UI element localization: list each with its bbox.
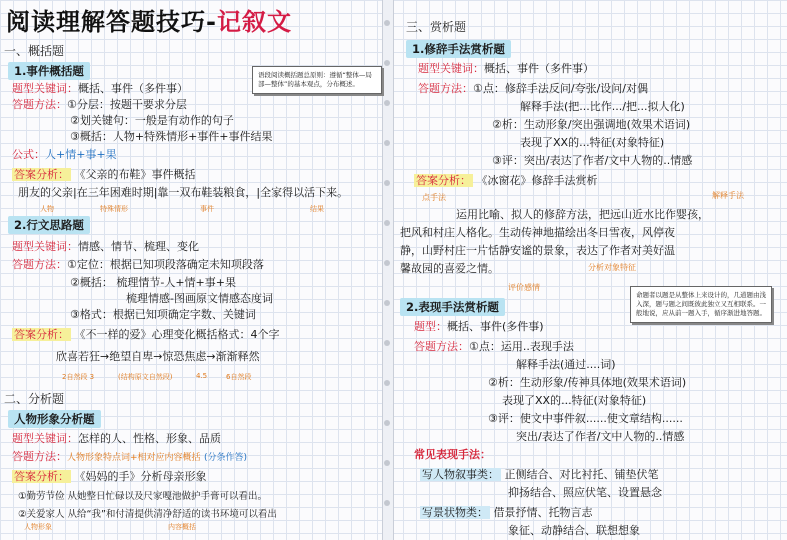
keywords2-row xyxy=(12,238,199,254)
method3-text: 人物形象特点词+相对应内容概括 xyxy=(67,453,201,463)
page-title xyxy=(6,2,292,37)
method2-step-2b: 梳理情感-图画原文情感态度词 xyxy=(126,292,273,305)
r2-step-1: ①点：运用..表现手法 xyxy=(469,340,574,353)
subsection-character: 人物形象分析题 xyxy=(8,410,101,428)
example1-tag-2: 特殊情形 xyxy=(100,205,128,213)
subsection-event-summary: 1.事件概括题 xyxy=(8,62,90,80)
subsection-expression: 2.表现手法赏析题 xyxy=(400,298,505,316)
r-method-step-3: ③评：突出/表达了作者/文中人物的..情感 xyxy=(492,154,693,167)
example2-title: 《不一样的爱》心理变化概括格式：4个字 xyxy=(74,328,280,341)
method2-row xyxy=(12,256,264,272)
example1-tag-4: 结果 xyxy=(310,205,324,213)
example2-header xyxy=(12,326,280,342)
example3-header xyxy=(12,468,207,484)
r-method-step-2b: 表现了XX的...特征(对象特征) xyxy=(520,136,665,149)
example2-chain: 欣喜若狂→绝望自卑→惊恐焦虑→渐渐释然 xyxy=(56,350,260,363)
r-keywords-row xyxy=(418,60,594,76)
c1-row xyxy=(420,466,659,482)
c2-label: 写景状物类： xyxy=(422,506,488,519)
r-example-line-1: 运用比喻、拟人的修辞方法，把远山近水比作婴孩， xyxy=(456,208,709,221)
method2-step-3: ③格式：根据已知项确定字数、关键词 xyxy=(70,308,256,321)
r-method-step-2: ②析：生动形象/突出强调地(效果术语词) xyxy=(492,118,691,131)
example1-title: 《父亲的布鞋》事件概括 xyxy=(74,168,196,181)
example3-tag-2: 内容概括 xyxy=(168,523,196,531)
r-example-line-4: 馨故园的喜爱之情。 xyxy=(400,262,499,275)
method-row xyxy=(12,96,187,112)
section-analysis: 二、分析题 xyxy=(4,392,65,406)
r-example-line-2: 把风和村庄人格化。生动传神地描绘出冬日雪夜，风停夜 xyxy=(400,226,675,239)
r-method-step-1: ①点：修辞手法反问/夸张/设问/对偶 xyxy=(473,82,648,95)
r2-step-2: ②析：生动形象/传神具体地(效果术语词) xyxy=(488,376,687,389)
r2-step-3b: 突出/表达了作者/文中人物的..情感 xyxy=(516,430,685,443)
r2-type-text: 概括、事件(多件事) xyxy=(447,320,544,333)
r2-type-row xyxy=(414,318,544,334)
r-example-header xyxy=(414,172,598,188)
formula-text: 人+情+事+果 xyxy=(45,148,117,161)
c1-line-2: 抑扬结合、照应伏笔、设置悬念 xyxy=(508,486,662,499)
example2-tag-2: (结构原文自然段) xyxy=(118,373,173,381)
method2-step-1: ①定位：根据已知项段落确定未知项段落 xyxy=(67,258,264,271)
example2-tag-4: 6自然段 xyxy=(226,373,252,381)
example3-tag-1: 人物形象 xyxy=(24,523,52,531)
method3-row xyxy=(12,448,247,464)
formula-row xyxy=(12,146,117,162)
right-page xyxy=(392,0,787,540)
example1-label: 答案分析： xyxy=(14,168,69,181)
example2-tag-3: 4.5 xyxy=(196,372,208,380)
section-summary: 一、概括题 xyxy=(4,44,65,58)
r-example-tag-evaluate: 评价感情 xyxy=(508,283,540,292)
method3-label: 答题方法： xyxy=(12,450,67,463)
r2-type-label: 题型： xyxy=(414,320,447,333)
r2-step-2b: 表现了XX的...特征(对象特征) xyxy=(502,394,647,407)
left-page xyxy=(0,0,382,540)
c1-label: 写人物叙事类： xyxy=(422,468,499,481)
r2-method-label: 答题方法： xyxy=(414,340,469,353)
keywords-row xyxy=(12,80,188,96)
formula-label: 公式： xyxy=(12,148,45,161)
r2-method-row xyxy=(414,338,574,354)
example2-label: 答案分析： xyxy=(14,328,69,341)
keywords3-label: 题型关键词： xyxy=(12,432,78,445)
method-step-3: ③概括：人物+特殊情形+事件+事件结果 xyxy=(70,130,273,143)
keywords-text: 概括、事件（多件事） xyxy=(78,82,188,95)
section-appreciation: 三、赏析题 xyxy=(406,20,467,34)
subsection-writing-path: 2.行文思路题 xyxy=(8,216,90,234)
example3-line-1: ①勤劳节俭 从她整日忙碌以及尺家嘎池做护手膏可以看出。 xyxy=(18,491,268,502)
example1-tag-1: 人物 xyxy=(40,205,54,213)
method-step-1: ①分层：按题干要求分层 xyxy=(67,98,187,111)
example3-label: 答案分析： xyxy=(14,470,69,483)
keywords3-text: 怎样的人、性格、形象、品质 xyxy=(78,432,221,445)
example3-line-2: ②关爱家人 从给“我”和付清提供清净舒适的读书环境可以看出 xyxy=(18,509,277,520)
r-example-tag-point: 点手法 xyxy=(422,193,446,202)
c2-line-1: 借景抒情、托物言志 xyxy=(493,506,593,519)
keywords-label: 题型关键词： xyxy=(12,82,78,95)
method-step-2: ②划关键句：一般是有动作的句子 xyxy=(70,114,234,127)
title-part2: 记叙文 xyxy=(216,8,292,36)
r-keywords-label: 题型关键词： xyxy=(418,62,484,75)
keywords3-row xyxy=(12,430,221,446)
r2-step-3: ③评：使文中事件叙......使文章结构...... xyxy=(488,412,683,425)
method2-label: 答题方法： xyxy=(12,258,67,271)
subsection-rhetoric: 1.修辞手法赏析题 xyxy=(406,40,511,58)
r-example-title: 《冰窗花》修辞手法赏析 xyxy=(476,174,598,187)
method2-step-2a: ②概括： 梳理情节-人+情+事+果 xyxy=(70,276,236,289)
r-example-tag-analysis: 分析对象特征 xyxy=(588,263,636,272)
c2-line-2: 象征、动静结合、联想想象 xyxy=(508,524,640,537)
r-method-step-1b: 解释手法(把...比作.../把...拟人化) xyxy=(520,100,685,113)
common-techniques-label: 常见表现手法： xyxy=(414,448,491,461)
keywords2-text: 情感、情节、梳理、变化 xyxy=(78,240,199,253)
note-principle: 语段阅读概括题总原则：遵循“整体—局部—整体”的基本观点，分布概述。 xyxy=(252,66,382,94)
example1-tag-3: 事件 xyxy=(200,205,214,213)
r-example-label: 答案分析： xyxy=(416,174,471,187)
note-strategy: 命题者以题是从整体上来设计的，几道题由浅入深，题与题之间既彼此独立又互相联系。一般地说，应从前一题入手，循序渐进地答题。 xyxy=(630,286,772,323)
example1-header xyxy=(12,166,196,182)
title-part1: 阅读理解答题技巧- xyxy=(6,8,217,36)
r2-step-1b: 解释手法(通过....词) xyxy=(516,358,616,371)
method-label: 答题方法： xyxy=(12,98,67,111)
r-example-tag-explain: 解释手法 xyxy=(712,191,744,200)
c2-row xyxy=(420,504,593,520)
keywords2-label: 题型关键词： xyxy=(12,240,78,253)
example1-text: 朋友的父亲|在三年困难时期|靠一双布鞋装粮食，|全家得以活下来。 xyxy=(18,186,349,199)
c1-line-1: 正侧结合、对比衬托、铺垫伏笔 xyxy=(504,468,659,481)
r-example-line-3: 静，山野村庄一片恬静安谧的景象，表达了作者对美好温 xyxy=(400,244,675,257)
method3-note: (分条作答) xyxy=(204,453,248,463)
r-method-label: 答题方法： xyxy=(418,82,473,95)
r-method-row xyxy=(418,80,648,96)
r-keywords-text: 概括、事件（多件事） xyxy=(484,62,594,75)
example3-title: 《妈妈的手》分析母亲形象 xyxy=(74,470,207,483)
example2-tag-1: 2自然段 3 xyxy=(62,373,95,381)
